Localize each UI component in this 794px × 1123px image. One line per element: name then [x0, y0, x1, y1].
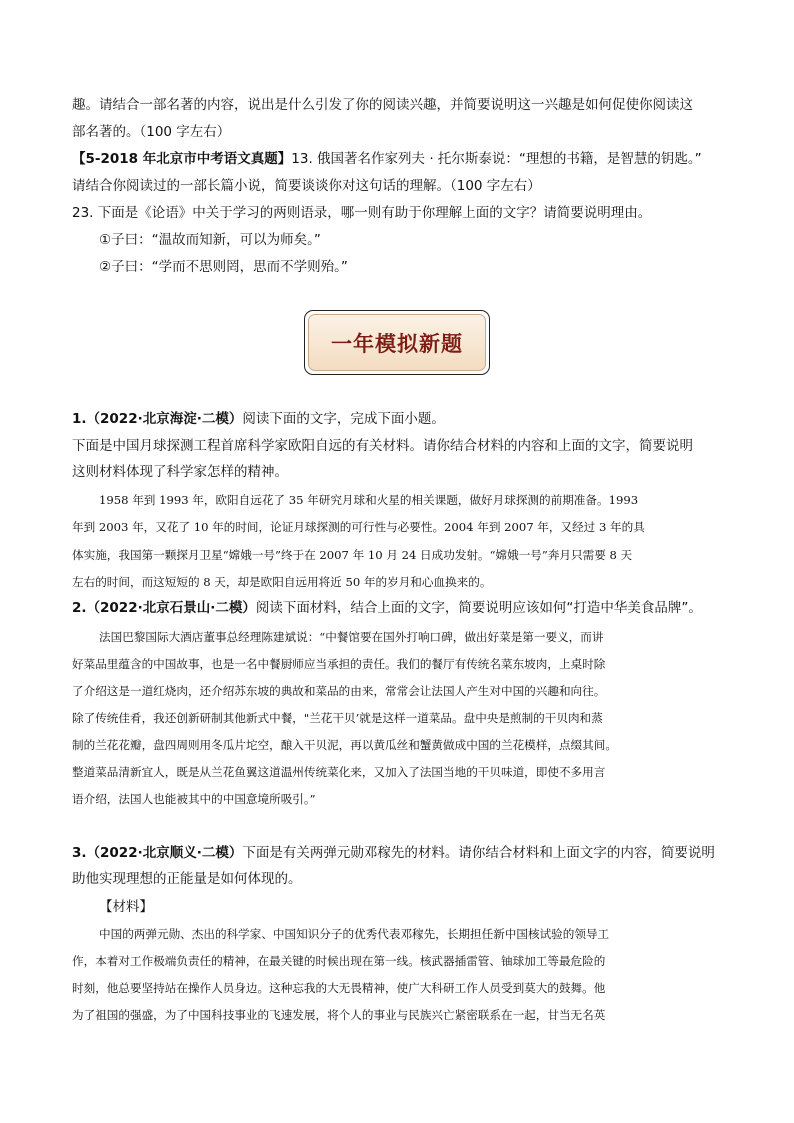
question-3-para-2: 作，本着对工作极端负责任的精神，在最关键的时候出现在第一线。核武器插雷管、铀球加工等最危险的 [72, 954, 606, 968]
question-23: 23. 下面是《论语》中关于学习的两则语录，哪一则有助于你理解上面的文字？请简要说明理由。 [72, 205, 652, 221]
section-title: 一年模拟新题 [331, 330, 463, 356]
question-2-para-3: 了介绍这是一道红烧肉，还介绍苏东坡的典故和菜品的由来，常常会让法国人产生对中国的兴趣和向往。 [72, 684, 606, 698]
question-1-line-2: 下面是中国月球探测工程首席科学家欧阳自远的有关材料。请你结合材料的内容和上面的文字，简要说明 [72, 438, 693, 454]
question-1-head: 阅读下面的文字，完成下面小题。 [242, 411, 445, 427]
question-5-text: 13. 俄国著名作家列夫 · 托尔斯泰说：“理想的书籍，是智慧的钥匙。” [291, 151, 702, 167]
section-banner-inner [308, 314, 486, 371]
question-1-heading [72, 409, 445, 429]
question-2-para-7: 语介绍，法国人也能被其中的中国意境所吸引。” [72, 792, 316, 806]
quote-2: ②子曰：“学而不思则罔，思而不学则殆。” [99, 259, 348, 275]
question-1-tag: 1.（2022·北京海淀·二模） [72, 411, 243, 427]
question-3-heading [72, 843, 715, 863]
question-3-tag: 3.（2022·北京顺义·二模） [72, 845, 243, 861]
intro-line-2: 部名著的。（100 字左右） [72, 124, 231, 140]
question-2-para-6: 整道菜品清新宜人，既是从兰花鱼翼这道温州传统菜化来，又加入了法国当地的干贝味道，即使不多用言 [72, 765, 606, 779]
question-1-para-4: 左右的时间，而这短短的 8 天，却是欧阳自远用将近 50 年的岁月和心血换来的。 [72, 575, 492, 589]
intro-line-1: 趣。请结合一部名著的内容，说出是什么引发了你的阅读兴趣，并简要说明这一兴趣是如何促使你阅读这 [72, 97, 693, 113]
question-2-para-1: 法国巴黎国际大酒店董事总经理陈建斌说：“中餐馆要在国外打响口碑，做出好菜是第一要义，而讲 [99, 630, 604, 644]
question-2-head: 阅读下面材料，结合上面的文字，简要说明应该如何“打造中华美食品牌”。 [255, 600, 702, 616]
material-label: 【材料】 [99, 899, 153, 915]
question-3-para-3: 时刻，他总要坚持站在操作人员身边。这种忘我的大无畏精神，使广大科研工作人员受到莫大的鼓舞。他 [72, 981, 606, 995]
question-3-para-1: 中国的两弹元勋、杰出的科学家、中国知识分子的优秀代表邓稼先，长期担任新中国核试验的领导工 [99, 927, 610, 941]
question-2-tag: 2.（2022·北京石景山·二模） [72, 600, 256, 616]
question-2-heading [72, 598, 702, 618]
question-5 [72, 149, 702, 169]
question-5-line-2: 请结合你阅读过的一部长篇小说，简要谈谈你对这句话的理解。（100 字左右） [72, 178, 541, 194]
question-1-para-3: 体实施，我国第一颗探月卫星“嫦娥一号”终于在 2007 年 10 月 24 日成功发射。“嫦娥一号”奔月只需要 8 天 [72, 548, 633, 562]
question-1-para-2: 年到 2003 年，又花了 10 年的时间，论证月球探测的可行性与必要性。2004 年到 2007 年，又经过 3 年的具 [72, 520, 645, 534]
question-3-line-2: 助他实现理想的正能量是如何体现的。 [72, 871, 302, 887]
question-1-line-3: 这则材料体现了科学家怎样的精神。 [72, 464, 288, 480]
question-2-para-2: 好菜品里蕴含的中国故事，也是一名中餐厨师应当承担的责任。我们的餐厅有传统名菜东坡肉，上桌时除 [72, 657, 606, 671]
section-banner [304, 310, 490, 375]
question-1-para-1: 1958 年到 1993 年，欧阳自远花了 35 年研究月球和火星的相关课题，做好月球探测的前期准备。1993 [99, 493, 639, 507]
question-2-para-4: 除了传统佳肴，我还创新研制其他新式中餐，"兰花干贝’就是这样一道菜品。盘中央是煎制的干贝肉和蒸 [72, 711, 603, 725]
question-3-para-4: 为了祖国的强盛，为了中国科技事业的飞速发展，将个人的事业与民族兴亡紧密联系在一起，甘当无名英 [72, 1008, 606, 1022]
question-2-para-5: 制的兰花花瓣，盘四周则用冬瓜片坨空，酿入干贝泥，再以黄瓜丝和蟹黄做成中国的兰花模样，点缀其间。 [72, 738, 617, 752]
question-5-tag: 【5-2018 年北京市中考语文真题】 [72, 151, 292, 167]
question-3-head: 下面是有关两弹元勋邓稼先的材料。请你结合材料和上面文字的内容，简要说明 [242, 845, 715, 861]
quote-1: ①子曰：“温故而知新，可以为师矣。” [99, 232, 321, 248]
